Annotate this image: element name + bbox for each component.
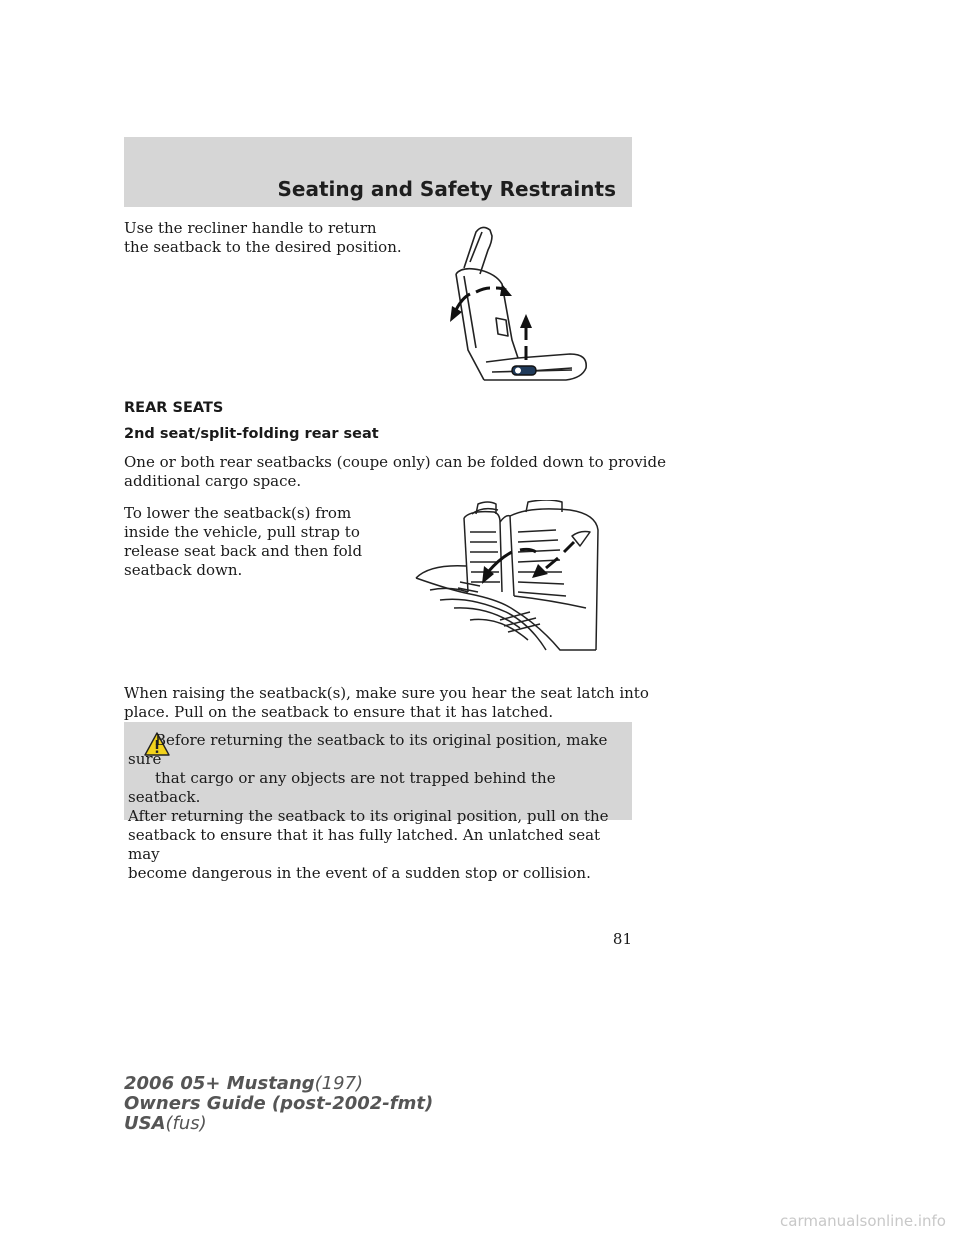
raising-seatback-paragraph: When raising the seatback(s), make sure you hear the seat latch into place. Pull on the seatback to ensure that it has latched. [124, 684, 649, 721]
cargo-space-paragraph: One or both rear seatbacks (coupe only) can be folded down to provide additional cargo space. [124, 453, 666, 490]
watermark: carmanualsonline.info [780, 1212, 946, 1230]
intro-paragraph: Use the recliner handle to return the seatback to the desired position. [124, 219, 402, 256]
document-footer: 2006 05+ Mustang(197) Owners Guide (post-2002-fmt) USA(fus) [124, 1073, 434, 1134]
front-seat-recliner-illustration [440, 222, 600, 392]
split-folding-subheading: 2nd seat/split-folding rear seat [124, 426, 379, 442]
section-header [124, 137, 632, 207]
lower-seatback-paragraph: To lower the seatback(s) from inside the vehicle, pull strap to release seat back and then fold seatback down. [124, 504, 363, 579]
section-title: Seating and Safety Restraints [277, 177, 616, 201]
page-number: 81 [612, 930, 632, 948]
rear-seat-illustration [410, 500, 610, 670]
warning-text: Before returning the seatback to its original position, make sure that cargo or any objects are not trapped behind the seatback. After returning the seatback to its original position, pull on the seatback to ensure that it has fully latched. An unlatched seat may become dangerous in the event of a sudden stop or collision. [128, 731, 609, 882]
warning-box [124, 722, 632, 882]
rear-seats-heading: REAR SEATS [124, 400, 224, 416]
